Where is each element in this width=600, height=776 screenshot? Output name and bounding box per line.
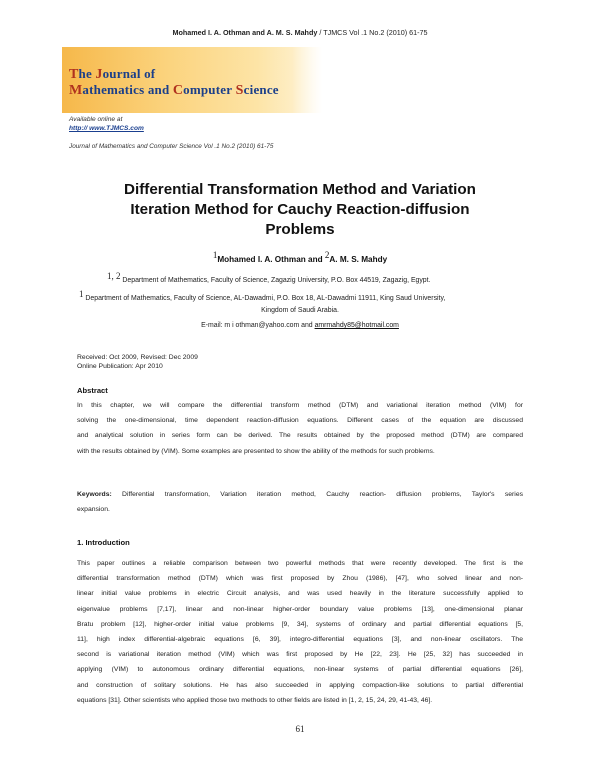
affiliation-1-text: Department of Mathematics, Faculty of Science, Zagazig University, P.O. Box 44519, Zagazig, Egypt. [122, 277, 431, 284]
availability [69, 115, 144, 133]
affiliation-1 [107, 271, 430, 284]
online-date: Online Publication: Apr 2010 [77, 363, 163, 370]
banner-word-omputer: omputer [183, 82, 233, 97]
affiliation-2-text: Department of Mathematics, Faculty of Science, AL-Dawadmi, P.O. Box 18, AL-Dawadmi 11911, King Saud University, [85, 295, 446, 302]
keywords-block [77, 487, 523, 517]
banner-cap-t: T [69, 67, 79, 82]
abstract-heading: Abstract [77, 386, 108, 395]
page-number: 61 [295, 724, 305, 734]
author2-sup: 2 [324, 250, 330, 260]
running-header-authors: Mohamed I. A. Othman and A. M. S. Mahdy [172, 28, 318, 37]
email-line [0, 322, 600, 329]
authors-line [0, 250, 600, 264]
abstract-line: and analytical solution in series form can be derived. The results obtained by the proposed method (DTM) are compared [77, 432, 523, 440]
intro-line: Bratu problem [12], higher-order initial value problems [9, 34], systems of ordinary and partial differential equations [5, [77, 620, 523, 628]
abstract-line: In this chapter, we will compare the differential transform method (DTM) and variational iteration method (VIM) for [77, 402, 523, 409]
banner-word-he: he [78, 66, 92, 81]
abstract-line: solving the one-dimensional, time dependent reaction-diffusion equations. Different cases of the equation are discussed [77, 417, 523, 425]
affiliation-2 [79, 289, 445, 302]
paper-title [50, 180, 550, 240]
banner-word-cience: cience [243, 82, 279, 97]
author-1: Mohamed I. A. Othman and [217, 255, 323, 264]
title-line-2: Iteration Method for Cauchy Reaction-diffusion [130, 201, 470, 218]
email-link[interactable]: amrmahdy85@hotmail.com [314, 322, 399, 329]
running-header [0, 28, 600, 37]
availability-text: Available online at [69, 116, 123, 123]
affiliation-2-country: Kingdom of Saudi Arabia. [261, 307, 339, 314]
journal-citation-line: Journal of Mathematics and Computer Science Vol .1 No.2 (2010) 61-75 [69, 143, 274, 150]
banner-line-1 [69, 66, 155, 83]
intro-line: differential transformation method (DTM) which was first proposed by Zhou (1986), [47], who solved linear and non- [77, 575, 523, 583]
keywords-label: Keywords: [77, 491, 112, 498]
intro-line: second is variational iteration method (VIM) which was first proposed by He [22, 23]. He [25, 32] has succeeded in [77, 651, 523, 659]
keywords-line-1 [77, 487, 523, 502]
affiliation-2-sup: 1 [79, 289, 84, 299]
banner-word-ournal: ournal of [102, 66, 156, 81]
banner-cap-s: S [235, 83, 244, 98]
intro-line: and construction of solitary solutions. He has also succeeded in applying compaction-like solutions to partial differential [77, 681, 523, 689]
keywords-line-2: expansion. [77, 506, 110, 514]
intro-line: equations [31]. Other scientists who applied those two methods to other fields are listed in [1, 2, 15, 24, 29, 41-43, 46]. [77, 696, 433, 704]
banner-word-athematics: athematics [82, 82, 145, 97]
affiliation-1-sup: 1, 2 [107, 271, 121, 281]
banner-cap-m: M [69, 83, 83, 98]
journal-url-link[interactable]: http:// www.TJMCS.com [69, 125, 144, 132]
intro-line: This paper outlines a reliable comparison between two powerful methods that were recently developed. The first is the [77, 560, 523, 567]
intro-line: eigenvalue problems [7,17], linear and non-linear higher-order boundary value problems [13], one-dimensional planar [77, 605, 523, 613]
abstract-body [77, 398, 523, 459]
abstract-line: with the results obtained by (VIM). Some examples are presented to show the ability of the methods for such problems. [77, 447, 435, 455]
banner-cap-j: J [95, 67, 103, 82]
email-label: E-mail: m i othman@yahoo.com and [201, 322, 313, 329]
banner-line-2 [69, 82, 279, 99]
title-line-3: Problems [265, 221, 335, 238]
running-header-citation: / TJMCS Vol .1 No.2 (2010) 61-75 [319, 28, 428, 37]
introduction-heading: 1. Introduction [77, 538, 130, 547]
intro-line: applying (VIM) to autonomous ordinary differential equations, non-linear systems of partial differential equations [26], [77, 666, 523, 674]
banner-word-and: and [147, 82, 170, 97]
intro-line: 11], high index differential-algebraic equations [6, 39], integro-differential equations [3], and non-linear oscillators. The [77, 635, 523, 643]
intro-line: linear initial value problems in electric Circuit analysis, and was used heavily in the literature successfully applied to [77, 590, 523, 598]
publication-dates [77, 353, 198, 371]
received-date: Received: Oct 2009, Revised: Dec 2009 [77, 354, 198, 361]
introduction-body [77, 556, 523, 708]
author1-sup: 1 [212, 250, 218, 260]
keywords-text: Differential transformation, Variation iteration method, Cauchy reaction- diffusion problems, Taylor's series [122, 491, 523, 498]
title-line-1: Differential Transformation Method and Variation [124, 181, 476, 198]
banner-cap-c: C [172, 83, 184, 98]
author-2: A. M. S. Mahdy [329, 255, 388, 264]
